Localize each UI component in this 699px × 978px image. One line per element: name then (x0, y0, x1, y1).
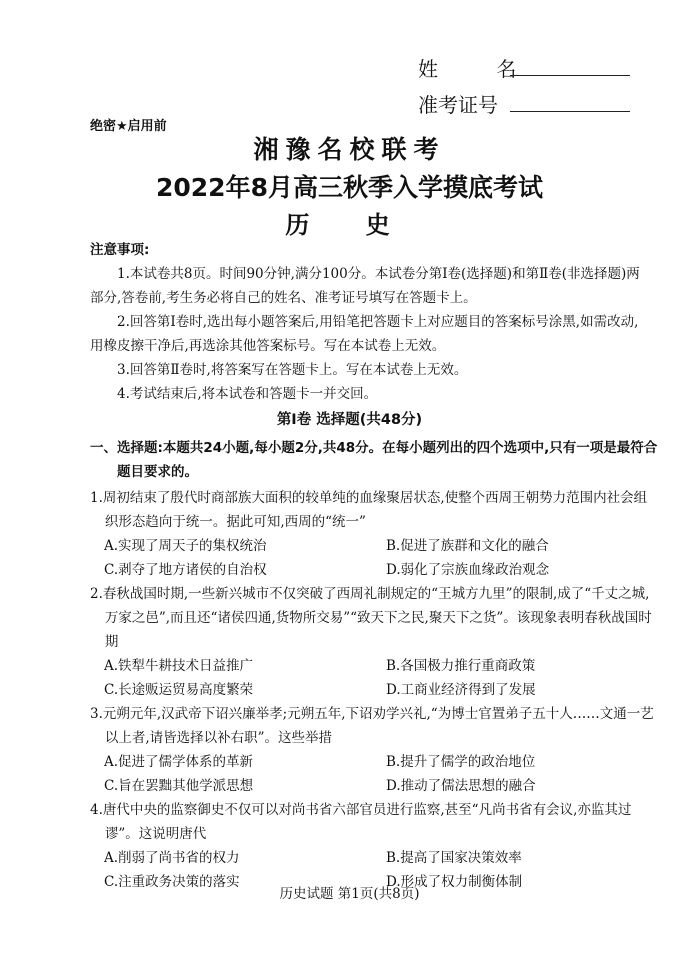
section-title: 第Ⅰ卷 选择题(共48分) (276, 412, 423, 428)
notes-section (90, 238, 650, 406)
option-a: A.削弱了尚书省的权力 (104, 850, 240, 866)
option-grid (90, 654, 658, 702)
id-blank-line (510, 111, 630, 112)
option-d: D.工商业经济得到了发展 (386, 682, 536, 698)
question-list (90, 486, 658, 894)
option-b: B.各国极力推行重商政策 (386, 658, 536, 674)
note-item: 4.考试结束后,将本试卷和答题卡一并交回。 (117, 386, 378, 402)
note-item: 1.本试卷共8页。时间90分钟,满分100分。本试卷分第Ⅰ卷(选择题)和第Ⅱ卷(非选择题)两部分,答卷前,考生务必将自己的姓名、准考证号填写在答题卡上。 (90, 266, 640, 306)
candidate-info (418, 46, 648, 118)
option-b: B.提升了儒学的政治地位 (386, 754, 536, 770)
option-d: D.弱化了宗族血缘政治观念 (386, 562, 550, 578)
option-b: B.提高了国家决策效率 (386, 850, 522, 866)
name-row (418, 46, 648, 82)
secret-mark: 绝密★启用前 (90, 119, 167, 134)
notes-heading: 注意事项: (90, 242, 150, 258)
option-d: D.形成了权力制衡体制 (386, 874, 523, 890)
question-1 (90, 486, 658, 582)
option-c: C.注重政务决策的落实 (104, 874, 240, 890)
question-stem: 3.元朔元年,汉武帝下诏兴廉举孝;元朔五年,下诏劝学兴礼,“为博士官置弟子五十人……文通一艺以上者,请皆选择以补右职”。这些举措 (90, 706, 654, 746)
id-row (418, 82, 648, 118)
question-3 (90, 702, 658, 798)
name-blank-line (510, 75, 630, 76)
option-a: A.实现了周天子的集权统治 (104, 538, 267, 554)
exam-title: 湘豫名校联考 (253, 135, 446, 164)
id-label: 准考证号 (418, 93, 498, 117)
option-grid (90, 750, 658, 798)
note-item: 3.回答第Ⅱ卷时,将答案写在答题卡上。写在本试卷上无效。 (117, 362, 468, 378)
question-4 (90, 798, 658, 894)
name-label: 姓 名 (418, 57, 543, 81)
option-a: A.铁犁牛耕技术日益推广 (104, 658, 254, 674)
subject-title: 历 史 (285, 211, 414, 239)
section-instruction (90, 436, 658, 484)
instruction-text: 一、选择题:本题共24小题,每小题2分,共48分。在每小题列出的四个选项中,只有一项是最符合题目要求的。 (90, 440, 658, 480)
page-footer: 历史试题 第1页(共8页) (279, 886, 420, 902)
question-2 (90, 582, 658, 702)
option-a: A.促进了儒学体系的革新 (104, 754, 254, 770)
note-item: 2.回答第Ⅰ卷时,选出每小题答案后,用铅笔把答题卡上对应题目的答案标号涂黑,如需改动,用橡皮擦干净后,再选涂其他答案标号。写在本试卷上无效。 (90, 314, 639, 354)
question-stem: 1.周初结束了殷代时商部族大面积的较单纯的血缘聚居状态,使整个西周王朝势力范围内社会组织形态趋向于统一。据此可知,西周的“统一” (90, 490, 648, 530)
option-b: B.促进了族群和文化的融合 (386, 538, 549, 554)
option-c: C.剥夺了地方诸侯的自治权 (104, 562, 267, 578)
option-c: C.长途贩运贸易高度繁荣 (104, 682, 254, 698)
question-stem: 4.唐代中央的监察御史不仅可以对尚书省六部官员进行监察,甚至“凡尚书省有会议,亦监其过谬”。这说明唐代 (90, 802, 632, 842)
option-d: D.推动了儒法思想的融合 (386, 778, 536, 794)
option-grid (90, 534, 658, 582)
question-stem: 2.春秋战国时期,一些新兴城市不仅突破了西周礼制规定的“王城方九里”的限制,成了“千丈之城,万家之邑”,而且还“诸侯四通,货物所交易”“致天下之民,聚天下之货”。该现象表明春秋战国时期 (90, 586, 652, 650)
option-c: C.旨在罢黜其他学派思想 (104, 778, 254, 794)
exam-subtitle: 2022年8月高三秋季入学摸底考试 (156, 173, 543, 202)
